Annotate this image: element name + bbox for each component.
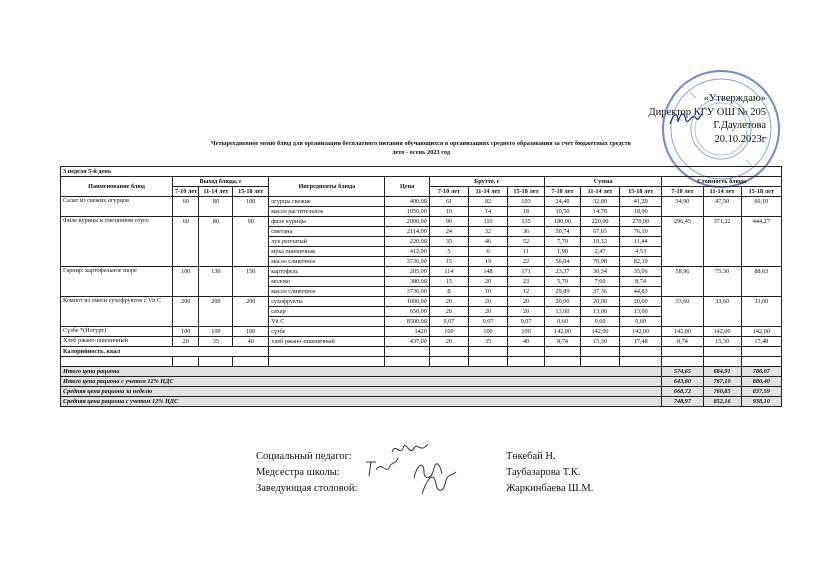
sum-cell: 76,10 (620, 227, 662, 237)
empty-cell (269, 357, 385, 367)
empty-cell (703, 357, 741, 367)
sum-cell: 270,00 (620, 217, 662, 227)
gross-cell: 14 (468, 207, 507, 217)
ingredient-cell: хлеб ржано-пшеничный (269, 337, 385, 347)
menu-row (61, 297, 782, 307)
gross-cell: 148 (468, 267, 507, 277)
sum-cell: 82,19 (620, 257, 662, 267)
sum-cell: 13,00 (620, 307, 662, 317)
header-output: Выход блюда, г (173, 177, 269, 187)
sum-cell: 29,89 (545, 287, 581, 297)
header-price: Цена (385, 177, 429, 197)
signature-name: Төкебай Н. (506, 451, 556, 462)
cost-cell: 371,22 (703, 217, 741, 267)
cost-cell: 17,48 (741, 337, 781, 347)
output-cell: 80 (199, 217, 233, 267)
total-row (61, 397, 782, 407)
price-cell: 1000,00 (385, 297, 429, 307)
ingredient-cell: Vit C (269, 317, 385, 327)
gross-cell: 46 (468, 237, 507, 247)
cost-cell: 60,10 (741, 197, 781, 217)
sum-cell: 7,70 (545, 237, 581, 247)
sum-cell: 15,30 (580, 337, 619, 347)
cost-cell: 444,27 (741, 217, 781, 267)
gross-cell: 52 (508, 237, 545, 247)
price-cell: 1420 (385, 327, 429, 337)
sum-cell: 142,00 (545, 327, 581, 337)
gross-cell: 15 (429, 277, 468, 287)
price-cell: 437,00 (385, 337, 429, 347)
ingredient-cell: сухофрукты (269, 297, 385, 307)
sum-cell: 23,37 (545, 267, 581, 277)
sum-cell: 8,74 (545, 337, 581, 347)
cost-cell: 296,45 (662, 217, 703, 267)
header-ingredients: Ингредиенты блюда (269, 177, 385, 197)
cost-cell: 33,60 (662, 297, 703, 327)
gross-cell: 0,07 (429, 317, 468, 327)
gross-cell: 12 (508, 287, 545, 297)
header-age: 15-18 лет (508, 187, 545, 197)
cost-cell: 142,00 (741, 327, 781, 337)
empty-cell (703, 347, 741, 357)
ingredient-cell: масло растительное (269, 207, 385, 217)
gross-cell: 114 (429, 267, 468, 277)
empty-cell (662, 347, 703, 357)
sum-cell: 8,74 (620, 277, 662, 287)
empty-cell (233, 357, 269, 367)
sum-cell: 20,00 (580, 297, 619, 307)
empty-cell (468, 347, 507, 357)
empty-cell (580, 357, 619, 367)
sum-cell: 4,53 (620, 247, 662, 257)
cost-cell: 15,30 (703, 337, 741, 347)
ingredient-cell: сүзбе (269, 327, 385, 337)
total-label: Средняя цена рациона за неделю (61, 387, 662, 397)
dish-name-cell: Сүзбе *(Йогурт) (61, 327, 173, 337)
sum-cell: 35,06 (620, 267, 662, 277)
header-age: 11-14 лет (468, 187, 507, 197)
total-row (61, 377, 782, 387)
signature-role: Заведующая столовой: (256, 483, 358, 494)
output-cell: 100 (173, 267, 199, 297)
header-age: 7-10 лет (545, 187, 581, 197)
handwritten-signature-icon (364, 456, 400, 478)
gross-cell: 103 (508, 197, 545, 207)
sum-cell: 10,12 (580, 237, 619, 247)
sum-cell: 50,74 (545, 227, 581, 237)
dish-name-cell: Гарнир: картофельное пюре (61, 267, 173, 297)
menu-row (61, 267, 782, 277)
empty-cell (468, 357, 507, 367)
header-age: 11-14 лет (703, 187, 741, 197)
menu-row (61, 327, 782, 337)
kcal-row (61, 347, 782, 357)
output-cell: 130 (199, 267, 233, 297)
gross-cell: 20 (468, 277, 507, 287)
kcal-label: Калорийность, ккал (61, 347, 269, 357)
sum-cell: 142,00 (580, 327, 619, 337)
gross-cell: 24 (429, 227, 468, 237)
gross-cell: 10 (429, 207, 468, 217)
total-value: 767,10 (703, 377, 741, 387)
price-cell: 3736,00 (385, 287, 429, 297)
total-value: 643,60 (662, 377, 703, 387)
output-cell: 100 (233, 197, 269, 217)
header-cost: Стоимость блюда (662, 177, 782, 187)
header-age: 11-14 лет (199, 187, 233, 197)
cost-cell: 58,96 (662, 267, 703, 297)
empty-cell (620, 347, 662, 357)
gross-cell: 11 (508, 247, 545, 257)
cost-cell: 34,90 (662, 197, 703, 217)
sum-cell: 142,00 (620, 327, 662, 337)
gross-cell: 100 (429, 327, 468, 337)
gross-cell: 82 (468, 197, 507, 207)
total-value: 684,91 (703, 367, 741, 377)
signature-name: Таубазарова Т.К. (506, 467, 581, 478)
dish-name-cell: Компот из смеси сухофруктов с Vit C (61, 297, 173, 327)
output-cell: 200 (199, 297, 233, 327)
price-cell: 3736,00 (385, 257, 429, 267)
empty-cell (580, 347, 619, 357)
cost-cell: 8,74 (662, 337, 703, 347)
sum-cell: 18,90 (620, 207, 662, 217)
price-cell: 412,00 (385, 247, 429, 257)
gross-cell: 90 (429, 217, 468, 227)
total-label: Итого цена рациона с учетом 12% НДС (61, 377, 662, 387)
header-sum: Сумма (545, 177, 662, 187)
ingredient-cell: молоко (269, 277, 385, 287)
sum-cell: 20,00 (545, 297, 581, 307)
total-value: 668,72 (662, 387, 703, 397)
gross-cell: 36 (508, 227, 545, 237)
header-age: 15-18 лет (741, 187, 781, 197)
sum-cell: 0,60 (545, 317, 581, 327)
empty-cell (385, 347, 429, 357)
output-cell: 80 (199, 197, 233, 217)
empty-cell (741, 357, 781, 367)
price-cell: 380,00 (385, 277, 429, 287)
menu-table (60, 166, 782, 407)
gross-cell: 23 (508, 277, 545, 287)
output-cell: 40 (233, 337, 269, 347)
output-cell: 200 (173, 297, 199, 327)
empty-cell (620, 357, 662, 367)
cost-cell: 142,00 (703, 327, 741, 337)
header-age: 7-10 лет (429, 187, 468, 197)
empty-cell (385, 357, 429, 367)
sum-cell: 13,00 (545, 307, 581, 317)
output-cell: 35 (199, 337, 233, 347)
total-value: 852,16 (703, 397, 741, 407)
cost-cell: 33,60 (703, 297, 741, 327)
signature-role: Медсестра школы: (256, 467, 340, 478)
price-cell: 650,00 (385, 307, 429, 317)
ingredient-cell: огурцы свежие (269, 197, 385, 207)
output-cell: 100 (173, 327, 199, 337)
dish-name-cell: Филе курицы в сметанном соусе (61, 217, 173, 267)
week-row (61, 167, 782, 177)
total-value: 837,59 (741, 387, 781, 397)
menu-row (61, 197, 782, 207)
header-age: 11-14 лет (580, 187, 619, 197)
price-cell: 2114,00 (385, 227, 429, 237)
sum-cell: 30,34 (580, 267, 619, 277)
gross-cell: 5 (429, 247, 468, 257)
ingredient-cell: масло сливочное (269, 287, 385, 297)
cost-cell: 75,30 (703, 267, 741, 297)
total-value: 938,10 (741, 397, 781, 407)
gross-cell: 40 (508, 337, 545, 347)
ingredient-cell: мука пшеничная (269, 247, 385, 257)
empty-cell (741, 347, 781, 357)
gross-cell: 15 (429, 257, 468, 267)
empty-cell (508, 357, 545, 367)
price-cell: 220,00 (385, 237, 429, 247)
header-dish: Наименование блюд (61, 177, 173, 197)
sum-cell: 67,65 (580, 227, 619, 237)
price-cell: 400,00 (385, 197, 429, 207)
output-cell: 60 (173, 197, 199, 217)
gross-cell: 110 (468, 217, 507, 227)
sum-cell: 0,60 (620, 317, 662, 327)
sum-cell: 24,40 (545, 197, 581, 207)
menu-row (61, 217, 782, 227)
output-cell: 20 (173, 337, 199, 347)
total-value: 880,40 (741, 377, 781, 387)
output-cell: 100 (233, 327, 269, 337)
empty-cell (61, 357, 173, 367)
gross-cell: 6 (468, 247, 507, 257)
price-cell: 1050,00 (385, 207, 429, 217)
empty-cell (545, 347, 581, 357)
output-cell: 90 (233, 217, 269, 267)
cost-cell: 88,63 (741, 267, 781, 297)
cost-cell: 47,50 (703, 197, 741, 217)
sum-cell: 70,98 (580, 257, 619, 267)
output-cell: 60 (173, 217, 199, 267)
ingredient-cell: сметана (269, 227, 385, 237)
total-value: 748,97 (662, 397, 703, 407)
sum-cell: 32,80 (580, 197, 619, 207)
gross-cell: 35 (429, 237, 468, 247)
total-value: 760,85 (703, 387, 741, 397)
gross-cell: 171 (508, 267, 545, 277)
output-cell: 150 (233, 267, 269, 297)
gross-cell: 8 (429, 287, 468, 297)
header-age: 15-18 лет (620, 187, 662, 197)
week-label: 3 неделя 5-й день (61, 167, 782, 177)
sum-cell: 1,98 (545, 247, 581, 257)
sum-cell: 11,44 (620, 237, 662, 247)
handwritten-signature-icon (418, 470, 458, 498)
approval-director: Директор КГУ ОШ № 205 (648, 106, 766, 118)
ingredient-cell: лук репчатый (269, 237, 385, 247)
empty-cell (269, 347, 385, 357)
gross-cell: 0,07 (468, 317, 507, 327)
approval-date: 20.10.2023г (714, 133, 766, 145)
sum-cell: 14,70 (580, 207, 619, 217)
spacer-row (61, 357, 782, 367)
menu-row (61, 337, 782, 347)
gross-cell: 0,07 (508, 317, 545, 327)
gross-cell: 18 (508, 207, 545, 217)
sum-cell: 5,70 (545, 277, 581, 287)
gross-cell: 20 (429, 307, 468, 317)
total-value: 786,07 (741, 367, 781, 377)
ingredient-cell: масло сливочное (269, 257, 385, 267)
sum-cell: 7,60 (580, 277, 619, 287)
gross-cell: 20 (429, 297, 468, 307)
signature-name: Жаркинбаева Ш.М. (506, 483, 594, 494)
signature-role: Социальный педагог: (256, 451, 352, 462)
gross-cell: 35 (468, 337, 507, 347)
cost-cell: 33,60 (741, 297, 781, 327)
output-cell: 200 (233, 297, 269, 327)
sum-cell: 17,48 (620, 337, 662, 347)
dish-name-cell: Салат из свежих огурцов (61, 197, 173, 217)
gross-cell: 19 (468, 257, 507, 267)
output-cell: 100 (199, 327, 233, 337)
document-subtitle: лето - осень 2023 год (391, 149, 451, 156)
sum-cell: 41,20 (620, 197, 662, 207)
gross-cell: 20 (468, 307, 507, 317)
gross-cell: 61 (429, 197, 468, 207)
sum-cell: 180,00 (545, 217, 581, 227)
ingredient-cell: картофель (269, 267, 385, 277)
empty-cell (199, 357, 233, 367)
ingredient-cell: филе курицы (269, 217, 385, 227)
total-row (61, 387, 782, 397)
approval-name: Г.Даулетова (713, 120, 766, 131)
total-label: Итого цена рациона (61, 367, 662, 377)
sum-cell: 0,60 (580, 317, 619, 327)
document-title: Четырехдневное меню блюд для организации бесплатного питания обучающихся в организациях среднего образования за счет бюджетных средств (211, 140, 631, 147)
total-value: 574,65 (662, 367, 703, 377)
total-label: Средняя цена рациона с учетом 12% НДС (61, 397, 662, 407)
empty-cell (508, 347, 545, 357)
empty-cell (429, 357, 468, 367)
empty-cell (173, 357, 199, 367)
sum-cell: 20,00 (620, 297, 662, 307)
gross-cell: 32 (468, 227, 507, 237)
document-header (60, 139, 782, 157)
ingredient-cell: сахар (269, 307, 385, 317)
gross-cell: 20 (508, 307, 545, 317)
dish-name-cell: Хлеб ржано-пшеничный (61, 337, 173, 347)
empty-cell (545, 357, 581, 367)
header-gross: Брутто, г (429, 177, 544, 187)
sum-cell: 220,00 (580, 217, 619, 227)
empty-cell (662, 357, 703, 367)
header-age: 7-10 лет (173, 187, 199, 197)
header-age: 15-18 лет (233, 187, 269, 197)
approval-label: «Утверждаю» (703, 93, 766, 104)
gross-cell: 100 (508, 327, 545, 337)
header-row-1 (61, 177, 782, 187)
gross-cell: 20 (468, 297, 507, 307)
gross-cell: 100 (468, 327, 507, 337)
empty-cell (429, 347, 468, 357)
price-cell: 205,00 (385, 267, 429, 277)
sum-cell: 10,50 (545, 207, 581, 217)
director-signature-icon (668, 108, 704, 130)
price-cell: 2000,00 (385, 217, 429, 227)
cost-cell: 142,00 (662, 327, 703, 337)
price-cell: 8500,00 (385, 317, 429, 327)
sum-cell: 37,36 (580, 287, 619, 297)
gross-cell: 20 (508, 297, 545, 307)
gross-cell: 135 (508, 217, 545, 227)
sum-cell: 13,00 (580, 307, 619, 317)
gross-cell: 22 (508, 257, 545, 267)
sum-cell: 2,47 (580, 247, 619, 257)
gross-cell: 10 (468, 287, 507, 297)
gross-cell: 20 (429, 337, 468, 347)
total-row (61, 367, 782, 377)
header-age: 7-10 лет (662, 187, 703, 197)
sum-cell: 56,04 (545, 257, 581, 267)
sum-cell: 44,83 (620, 287, 662, 297)
